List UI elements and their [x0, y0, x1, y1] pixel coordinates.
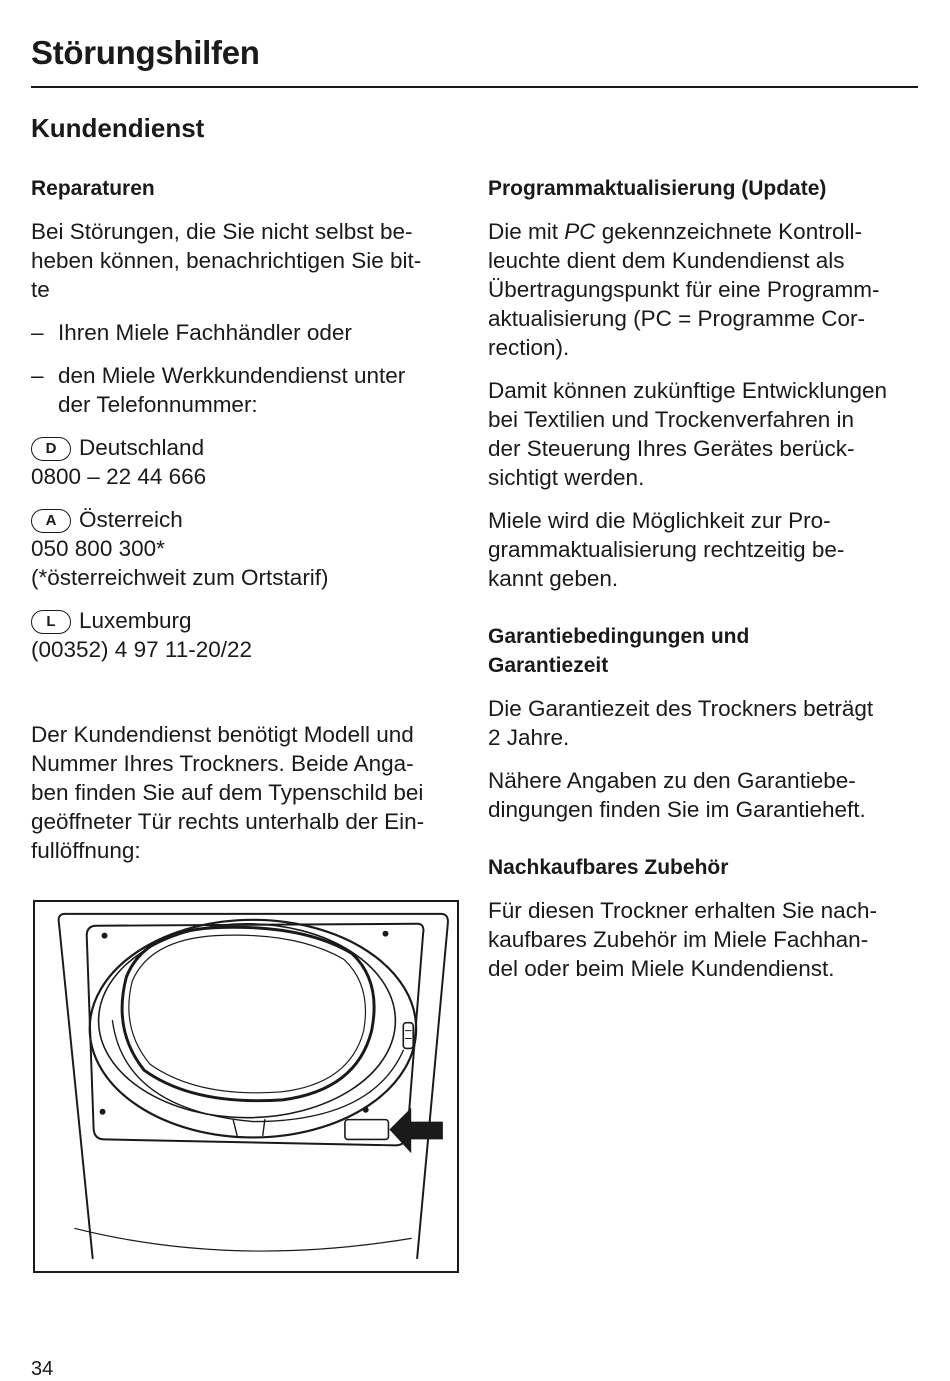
accessories-heading: Nachkaufbares Zubehör: [488, 856, 729, 879]
text-line: Übertragungspunkt für eine Programm-: [488, 277, 880, 302]
text-line: aktualisierung (PC = Programme Cor-: [488, 306, 866, 331]
country-badge: D: [31, 437, 71, 461]
section-title: Kundendienst: [31, 113, 205, 143]
text-line: kaufbares Zubehör im Miele Fachhan-: [488, 927, 869, 952]
list-item-text: Ihren Miele Fachhändler oder: [58, 320, 352, 345]
text-line: 2 Jahre.: [488, 725, 570, 750]
phone-note: (*österreichweit zum Ortstarif): [31, 565, 329, 590]
list-item-line: den Miele Werkkundendienst unter: [58, 363, 406, 388]
text-line: kannt geben.: [488, 566, 619, 591]
left-column: [31, 174, 463, 865]
country-badge: A: [31, 509, 71, 533]
title-rule: [31, 86, 918, 88]
text-line: der Steuerung Ihres Gerätes berück-: [488, 436, 855, 461]
list-item-text: [58, 361, 405, 419]
heading-line: Garantiezeit: [488, 654, 609, 677]
list-item: [31, 361, 463, 419]
intro-line: Bei Störungen, die Sie nicht selbst be-: [31, 219, 413, 244]
text-line: fullöffnung:: [31, 838, 141, 863]
country-name: Österreich: [79, 507, 183, 532]
list-item: [31, 318, 463, 347]
text-line: Miele wird die Möglichkeit zur Pro-: [488, 508, 831, 533]
warranty-heading: [488, 622, 920, 680]
country-contact-at: [31, 505, 463, 592]
text-line: Damit können zukünftige Entwicklungen: [488, 378, 887, 403]
dash-marker: –: [31, 320, 44, 345]
pc-label: PC: [564, 219, 596, 244]
text-line: Nähere Angaben zu den Garantiebe-: [488, 768, 856, 793]
text-line: ben finden Sie auf dem Typenschild bei: [31, 780, 424, 805]
update-heading: Programmaktualisierung (Update): [488, 177, 827, 200]
repairs-intro: [31, 217, 463, 304]
text-line: del oder beim Miele Kundendienst.: [488, 956, 835, 981]
text-run: gekennzeichnete Kontroll-: [595, 219, 862, 244]
intro-line: te: [31, 277, 50, 302]
country-name: Luxemburg: [79, 608, 192, 633]
text-line: geöffneter Tür rechts unterhalb der Ein-: [31, 809, 425, 834]
dryer-door-typeplate-illustration: [33, 900, 459, 1273]
warranty-paragraph-2: [488, 766, 920, 824]
update-paragraph-1: [488, 217, 920, 362]
phone-number: 0800 – 22 44 666: [31, 464, 207, 489]
text-line: Der Kundendienst benötigt Modell und: [31, 722, 414, 747]
arrow-icon: [389, 1108, 442, 1154]
phone-number: (00352) 4 97 11-20/22: [31, 637, 253, 662]
phone-number: 050 800 300*: [31, 536, 165, 561]
text-line: leuchte dient dem Kundendienst als: [488, 248, 845, 273]
country-contact-de: [31, 433, 463, 491]
text-line: Die Garantiezeit des Trockners beträgt: [488, 696, 874, 721]
dash-marker: –: [31, 363, 44, 388]
repairs-heading: Reparaturen: [31, 177, 155, 200]
right-column: [488, 174, 920, 983]
text-line: rection).: [488, 335, 570, 360]
country-contact-lu: [31, 606, 463, 664]
text-line: grammaktualisierung rechtzeitig be-: [488, 537, 845, 562]
list-item-line: der Telefonnummer:: [58, 392, 258, 417]
update-paragraph-2: [488, 376, 920, 492]
intro-line: heben können, benachrichtigen Sie bit-: [31, 248, 422, 273]
accessories-paragraph: [488, 896, 920, 983]
country-name: Deutschland: [79, 435, 205, 460]
heading-line: Garantiebedingungen und: [488, 625, 750, 648]
text-line: Nummer Ihres Trockners. Beide Anga-: [31, 751, 414, 776]
page-title: Störungshilfen: [31, 34, 260, 71]
text-line: Für diesen Trockner erhalten Sie nach-: [488, 898, 877, 923]
text-run: Die mit: [488, 219, 565, 244]
model-info-paragraph: [31, 720, 463, 865]
update-paragraph-3: [488, 506, 920, 593]
warranty-paragraph-1: [488, 694, 920, 752]
text-line: dingungen finden Sie im Garantieheft.: [488, 797, 866, 822]
country-badge: L: [31, 610, 71, 634]
text-line: sichtigt werden.: [488, 465, 645, 490]
page-number: 34: [31, 1358, 54, 1380]
text-line: bei Textilien und Trockenverfahren in: [488, 407, 855, 432]
dryer-illustration-svg: [35, 902, 457, 1271]
